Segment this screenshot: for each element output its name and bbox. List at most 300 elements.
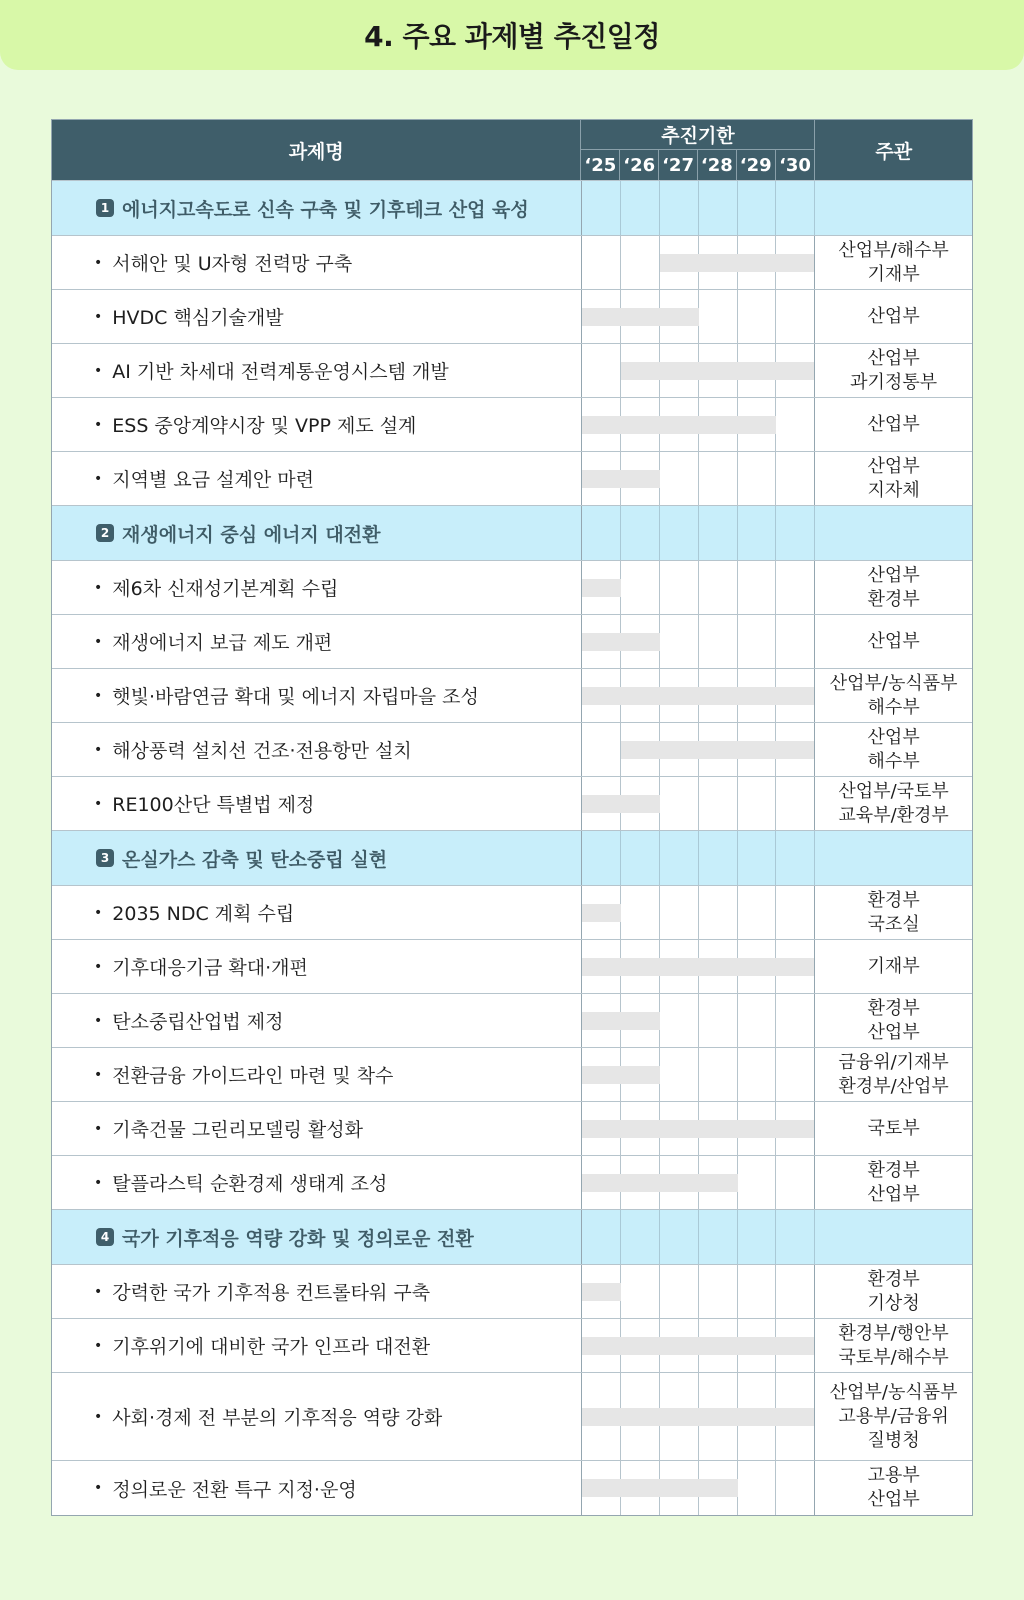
schedule-bar [660, 958, 699, 976]
schedule-bar [776, 1337, 814, 1355]
section-year-cell [660, 506, 699, 560]
year-cell [776, 886, 815, 939]
schedule-bar [699, 1408, 738, 1426]
year-cell [738, 290, 777, 343]
header-year: ‘28 [698, 150, 737, 180]
bullet-icon: • [94, 1120, 103, 1137]
table-row [52, 1048, 972, 1102]
org-name: 질병청 [867, 1429, 920, 1451]
header-year: ‘25 [581, 150, 620, 180]
year-cell [582, 886, 621, 939]
year-cell [738, 398, 777, 451]
header-period-label: 추진기한 [581, 120, 814, 150]
schedule-bar [699, 741, 738, 759]
bullet-icon: • [94, 1066, 103, 1083]
year-cell [621, 398, 660, 451]
bullet-icon: • [94, 1283, 103, 1300]
year-cell [660, 723, 699, 776]
section-year-cell [660, 1210, 699, 1264]
bullet-icon: • [94, 958, 103, 975]
schedule-bar [660, 1408, 699, 1426]
year-cell [582, 777, 621, 830]
org-name: 산업부 [867, 630, 920, 652]
year-cell [582, 615, 621, 668]
task-cell [52, 669, 582, 722]
year-cell [738, 561, 777, 614]
task-cell [52, 1373, 582, 1460]
org-name: 산업부 [867, 564, 920, 586]
schedule-bar [582, 470, 621, 488]
section-year-cell [776, 506, 815, 560]
year-cell [582, 1048, 621, 1101]
section-org-cell [815, 1210, 972, 1264]
task-cell [52, 452, 582, 505]
year-cell [621, 777, 660, 830]
task-name: AI 기반 차세대 전력계통운영시스템 개발 [112, 361, 449, 383]
schedule-bar [738, 254, 777, 272]
year-cell [776, 669, 815, 722]
year-cell [699, 561, 738, 614]
year-cell [776, 994, 815, 1047]
bullet-icon: • [94, 741, 103, 758]
section-year-cell [582, 181, 621, 235]
task-name: 지역별 요금 설계안 마련 [112, 469, 314, 491]
table-row [52, 236, 972, 290]
task-name: 제6차 신재성기본계획 수립 [112, 578, 339, 600]
year-cell [582, 561, 621, 614]
section-org-cell [815, 506, 972, 560]
section-year-cell [738, 506, 777, 560]
year-cell [621, 723, 660, 776]
year-cell [621, 1265, 660, 1318]
schedule-bar [699, 687, 738, 705]
year-cell [776, 777, 815, 830]
year-cell [582, 344, 621, 397]
schedule-bar [660, 1337, 699, 1355]
year-cell [738, 777, 777, 830]
section-year-cell [660, 831, 699, 885]
section-row [52, 506, 972, 561]
schedule-bar [582, 1408, 621, 1426]
schedule-bar [621, 1120, 660, 1138]
schedule-bar [738, 1120, 777, 1138]
task-name: 햇빛·바람연금 확대 및 에너지 자립마을 조성 [112, 686, 479, 708]
header-task: 과제명 [52, 120, 581, 180]
task-cell [52, 886, 582, 939]
year-cell [660, 1156, 699, 1209]
year-cell [660, 1265, 699, 1318]
schedule-bar [660, 1479, 699, 1497]
table-row [52, 290, 972, 344]
table-row [52, 1373, 972, 1461]
org-name: 기상청 [867, 1292, 920, 1314]
year-cell [699, 1461, 738, 1515]
header-year: ‘29 [737, 150, 776, 180]
org-name: 산업부 [867, 1183, 920, 1205]
table-row [52, 398, 972, 452]
year-cell [660, 344, 699, 397]
org-name: 산업부/농식품부 [829, 1381, 958, 1403]
year-cell [738, 940, 777, 993]
org-cell [815, 940, 972, 993]
org-cell [815, 1265, 972, 1318]
year-cell [699, 1102, 738, 1155]
schedule-bar [699, 1174, 738, 1192]
org-name: 고용부/금융위 [838, 1405, 949, 1427]
year-cell [699, 452, 738, 505]
year-cell [621, 1461, 660, 1515]
year-cell [738, 1461, 777, 1515]
task-cell [52, 940, 582, 993]
org-cell [815, 1048, 972, 1101]
header-year: ‘27 [659, 150, 698, 180]
bullet-icon: • [94, 687, 103, 704]
task-cell [52, 236, 582, 289]
table-header [52, 120, 972, 181]
section-number-badge: 3 [96, 849, 114, 867]
year-cell [582, 1156, 621, 1209]
section-year-cell [776, 831, 815, 885]
section-year-cell [621, 1210, 660, 1264]
section-title-text: 재생에너지 중심 에너지 대전환 [122, 523, 381, 546]
schedule-bar [621, 1012, 660, 1030]
bullet-icon: • [94, 579, 103, 596]
year-cell [660, 1461, 699, 1515]
org-name: 해수부 [867, 696, 920, 718]
schedule-bar [621, 633, 660, 651]
table-row [52, 561, 972, 615]
schedule-bar [621, 795, 660, 813]
schedule-bar [738, 687, 777, 705]
header-period [581, 120, 815, 180]
org-cell [815, 1156, 972, 1209]
year-cell [621, 290, 660, 343]
section-year-cell [776, 181, 815, 235]
bullet-icon: • [94, 1012, 103, 1029]
org-cell [815, 615, 972, 668]
task-cell [52, 344, 582, 397]
schedule-bar [776, 687, 814, 705]
section-title [52, 1210, 582, 1264]
schedule-bar [660, 416, 699, 434]
task-cell [52, 561, 582, 614]
bullet-icon: • [94, 1480, 103, 1496]
schedule-bar [660, 1174, 699, 1192]
section-row [52, 1210, 972, 1265]
org-name: 산업부/농식품부 [829, 672, 958, 694]
org-name: 환경부 [867, 588, 920, 610]
schedule-bar [699, 416, 738, 434]
task-name: RE100산단 특별법 제정 [112, 794, 315, 816]
schedule-bar [660, 308, 699, 326]
table-row [52, 994, 972, 1048]
org-cell [815, 236, 972, 289]
year-cell [776, 940, 815, 993]
year-cell [738, 723, 777, 776]
section-year-cell [621, 831, 660, 885]
org-name: 산업부 [867, 413, 920, 435]
org-cell [815, 777, 972, 830]
schedule-bar [738, 416, 777, 434]
schedule-bar [621, 470, 660, 488]
org-name: 국토부/해수부 [838, 1346, 949, 1368]
year-cell [738, 1373, 777, 1460]
year-cell [582, 669, 621, 722]
year-cell [582, 723, 621, 776]
org-name: 산업부 [867, 726, 920, 748]
year-cell [582, 940, 621, 993]
schedule-bar [582, 687, 621, 705]
org-name: 산업부/국토부 [838, 780, 949, 802]
table-row [52, 777, 972, 831]
year-cell [621, 561, 660, 614]
table-row [52, 615, 972, 669]
year-cell [738, 1048, 777, 1101]
bullet-icon: • [94, 254, 103, 271]
section-title [52, 831, 582, 885]
year-cell [699, 615, 738, 668]
year-cell [776, 1156, 815, 1209]
schedule-bar [621, 1337, 660, 1355]
year-cell [621, 1319, 660, 1372]
year-cell [660, 452, 699, 505]
task-name: 기후위기에 대비한 국가 인프라 대전환 [112, 1336, 431, 1358]
table-row [52, 1461, 972, 1515]
table-row [52, 669, 972, 723]
org-name: 산업부/해수부 [838, 239, 949, 261]
year-cell [738, 615, 777, 668]
year-cell [582, 1461, 621, 1515]
schedule-bar [660, 362, 699, 380]
bullet-icon: • [94, 1174, 103, 1191]
year-cell [738, 1319, 777, 1372]
org-name: 지자체 [867, 479, 920, 501]
bullet-icon: • [94, 1337, 103, 1354]
task-cell [52, 290, 582, 343]
section-year-cell [699, 1210, 738, 1264]
task-name: 재생에너지 보급 제도 개편 [112, 632, 333, 654]
year-cell [621, 1048, 660, 1101]
task-name: 전환금융 가이드라인 마련 및 착수 [112, 1065, 394, 1087]
task-name: ESS 중앙계약시장 및 VPP 제도 설계 [112, 415, 417, 437]
task-cell [52, 1319, 582, 1372]
org-name: 산업부 [867, 455, 920, 477]
schedule-bar [776, 1408, 814, 1426]
org-name: 국조실 [867, 913, 920, 935]
year-cell [699, 398, 738, 451]
section-number-badge: 2 [96, 524, 114, 542]
title-bar [0, 0, 1024, 70]
schedule-bar [776, 1120, 814, 1138]
section-title-text: 온실가스 감축 및 탄소중립 실현 [122, 848, 388, 871]
table-row [52, 452, 972, 506]
year-cell [776, 723, 815, 776]
bullet-icon: • [94, 416, 103, 433]
year-cell [738, 1265, 777, 1318]
section-year-cell [738, 831, 777, 885]
org-name: 산업부 [867, 1021, 920, 1043]
schedule-bar [582, 1066, 621, 1084]
year-cell [660, 1373, 699, 1460]
task-name: 탄소중립산업법 제정 [112, 1011, 284, 1033]
org-cell [815, 1373, 972, 1460]
year-cell [621, 940, 660, 993]
year-cell [660, 236, 699, 289]
schedule-bar [738, 1337, 777, 1355]
task-name: 강력한 국가 기후적용 컨트롤타워 구축 [112, 1282, 431, 1304]
year-cell [699, 1373, 738, 1460]
schedule-bar [776, 362, 814, 380]
schedule-bar [582, 579, 621, 597]
section-year-cell [699, 831, 738, 885]
org-cell [815, 1102, 972, 1155]
schedule-bar [699, 958, 738, 976]
year-cell [621, 615, 660, 668]
table-row [52, 344, 972, 398]
table-row [52, 1156, 972, 1210]
task-cell [52, 777, 582, 830]
schedule-bar [660, 254, 699, 272]
year-cell [621, 452, 660, 505]
year-cell [621, 1156, 660, 1209]
year-cell [660, 669, 699, 722]
org-name: 환경부 [867, 889, 920, 911]
bullet-icon: • [94, 633, 103, 650]
year-cell [776, 452, 815, 505]
year-cell [699, 236, 738, 289]
year-cell [699, 777, 738, 830]
year-cell [738, 1102, 777, 1155]
schedule-bar [621, 1408, 660, 1426]
schedule-bar [660, 687, 699, 705]
schedule-bar [621, 1066, 660, 1084]
table-row [52, 940, 972, 994]
year-cell [699, 886, 738, 939]
section-year-cell [660, 181, 699, 235]
year-cell [699, 940, 738, 993]
year-cell [582, 452, 621, 505]
year-cell [738, 669, 777, 722]
year-cell [776, 398, 815, 451]
year-cell [776, 1461, 815, 1515]
org-name: 교육부/환경부 [838, 804, 949, 826]
year-cell [738, 236, 777, 289]
bullet-icon: • [94, 470, 103, 487]
org-cell [815, 723, 972, 776]
org-name: 기재부 [867, 263, 920, 285]
year-cell [660, 994, 699, 1047]
bullet-icon: • [94, 795, 103, 812]
org-cell [815, 1461, 972, 1515]
org-name: 환경부 [867, 997, 920, 1019]
year-cell [699, 994, 738, 1047]
schedule-bar [621, 416, 660, 434]
schedule-bar [582, 1337, 621, 1355]
task-cell [52, 615, 582, 668]
year-cell [699, 1319, 738, 1372]
year-cell [582, 290, 621, 343]
year-cell [699, 1156, 738, 1209]
schedule-bar [699, 254, 738, 272]
table-row [52, 886, 972, 940]
header-years [581, 150, 814, 180]
org-name: 환경부 [867, 1159, 920, 1181]
section-title [52, 506, 582, 560]
year-cell [660, 1048, 699, 1101]
org-cell [815, 886, 972, 939]
section-year-cell [582, 506, 621, 560]
year-cell [699, 344, 738, 397]
year-cell [699, 1048, 738, 1101]
task-name: 정의로운 전환 특구 지정·운영 [112, 1478, 357, 1501]
year-cell [776, 1048, 815, 1101]
year-cell [621, 994, 660, 1047]
section-year-cell [699, 506, 738, 560]
schedule-bar [738, 1408, 777, 1426]
year-cell [621, 669, 660, 722]
year-cell [660, 290, 699, 343]
org-name: 금융위/기재부 [838, 1051, 949, 1073]
org-cell [815, 452, 972, 505]
schedule-bar [582, 633, 621, 651]
schedule-bar [621, 741, 660, 759]
year-cell [738, 452, 777, 505]
year-cell [660, 1102, 699, 1155]
year-cell [738, 994, 777, 1047]
task-name: HVDC 핵심기술개발 [112, 307, 284, 329]
task-name: 사회·경제 전 부분의 기후적응 역량 강화 [112, 1407, 443, 1429]
year-cell [699, 723, 738, 776]
section-year-cell [621, 506, 660, 560]
org-cell [815, 398, 972, 451]
page-title: 4. 주요 과제별 추진일정 [364, 20, 660, 53]
schedule-bar [582, 416, 621, 434]
bullet-icon: • [94, 362, 103, 379]
year-cell [621, 236, 660, 289]
schedule-bar [776, 958, 814, 976]
schedule-bar [621, 308, 660, 326]
schedule-bar [621, 687, 660, 705]
schedule-bar [582, 308, 621, 326]
schedule-bar [582, 904, 621, 922]
year-cell [621, 886, 660, 939]
year-cell [582, 1265, 621, 1318]
section-number-badge: 4 [96, 1228, 114, 1246]
org-cell [815, 290, 972, 343]
header-year: ‘30 [779, 154, 811, 176]
section-title-text: 에너지고속도로 신속 구축 및 기후테크 산업 육성 [122, 198, 529, 221]
task-name: 기후대응기금 확대·개편 [112, 957, 308, 979]
year-cell [660, 886, 699, 939]
org-name: 해수부 [867, 750, 920, 772]
table-row [52, 1102, 972, 1156]
year-cell [660, 777, 699, 830]
org-cell [815, 994, 972, 1047]
year-cell [776, 290, 815, 343]
year-cell [699, 1265, 738, 1318]
year-cell [699, 669, 738, 722]
section-org-cell [815, 181, 972, 235]
task-cell [52, 1102, 582, 1155]
task-name: 2035 NDC 계획 수립 [112, 903, 295, 925]
year-cell [582, 236, 621, 289]
section-year-cell [738, 1210, 777, 1264]
schedule-bar [699, 1120, 738, 1138]
task-name: 서해안 및 U자형 전력망 구축 [112, 253, 353, 275]
task-cell [52, 1265, 582, 1318]
org-cell [815, 669, 972, 722]
section-year-cell [621, 181, 660, 235]
